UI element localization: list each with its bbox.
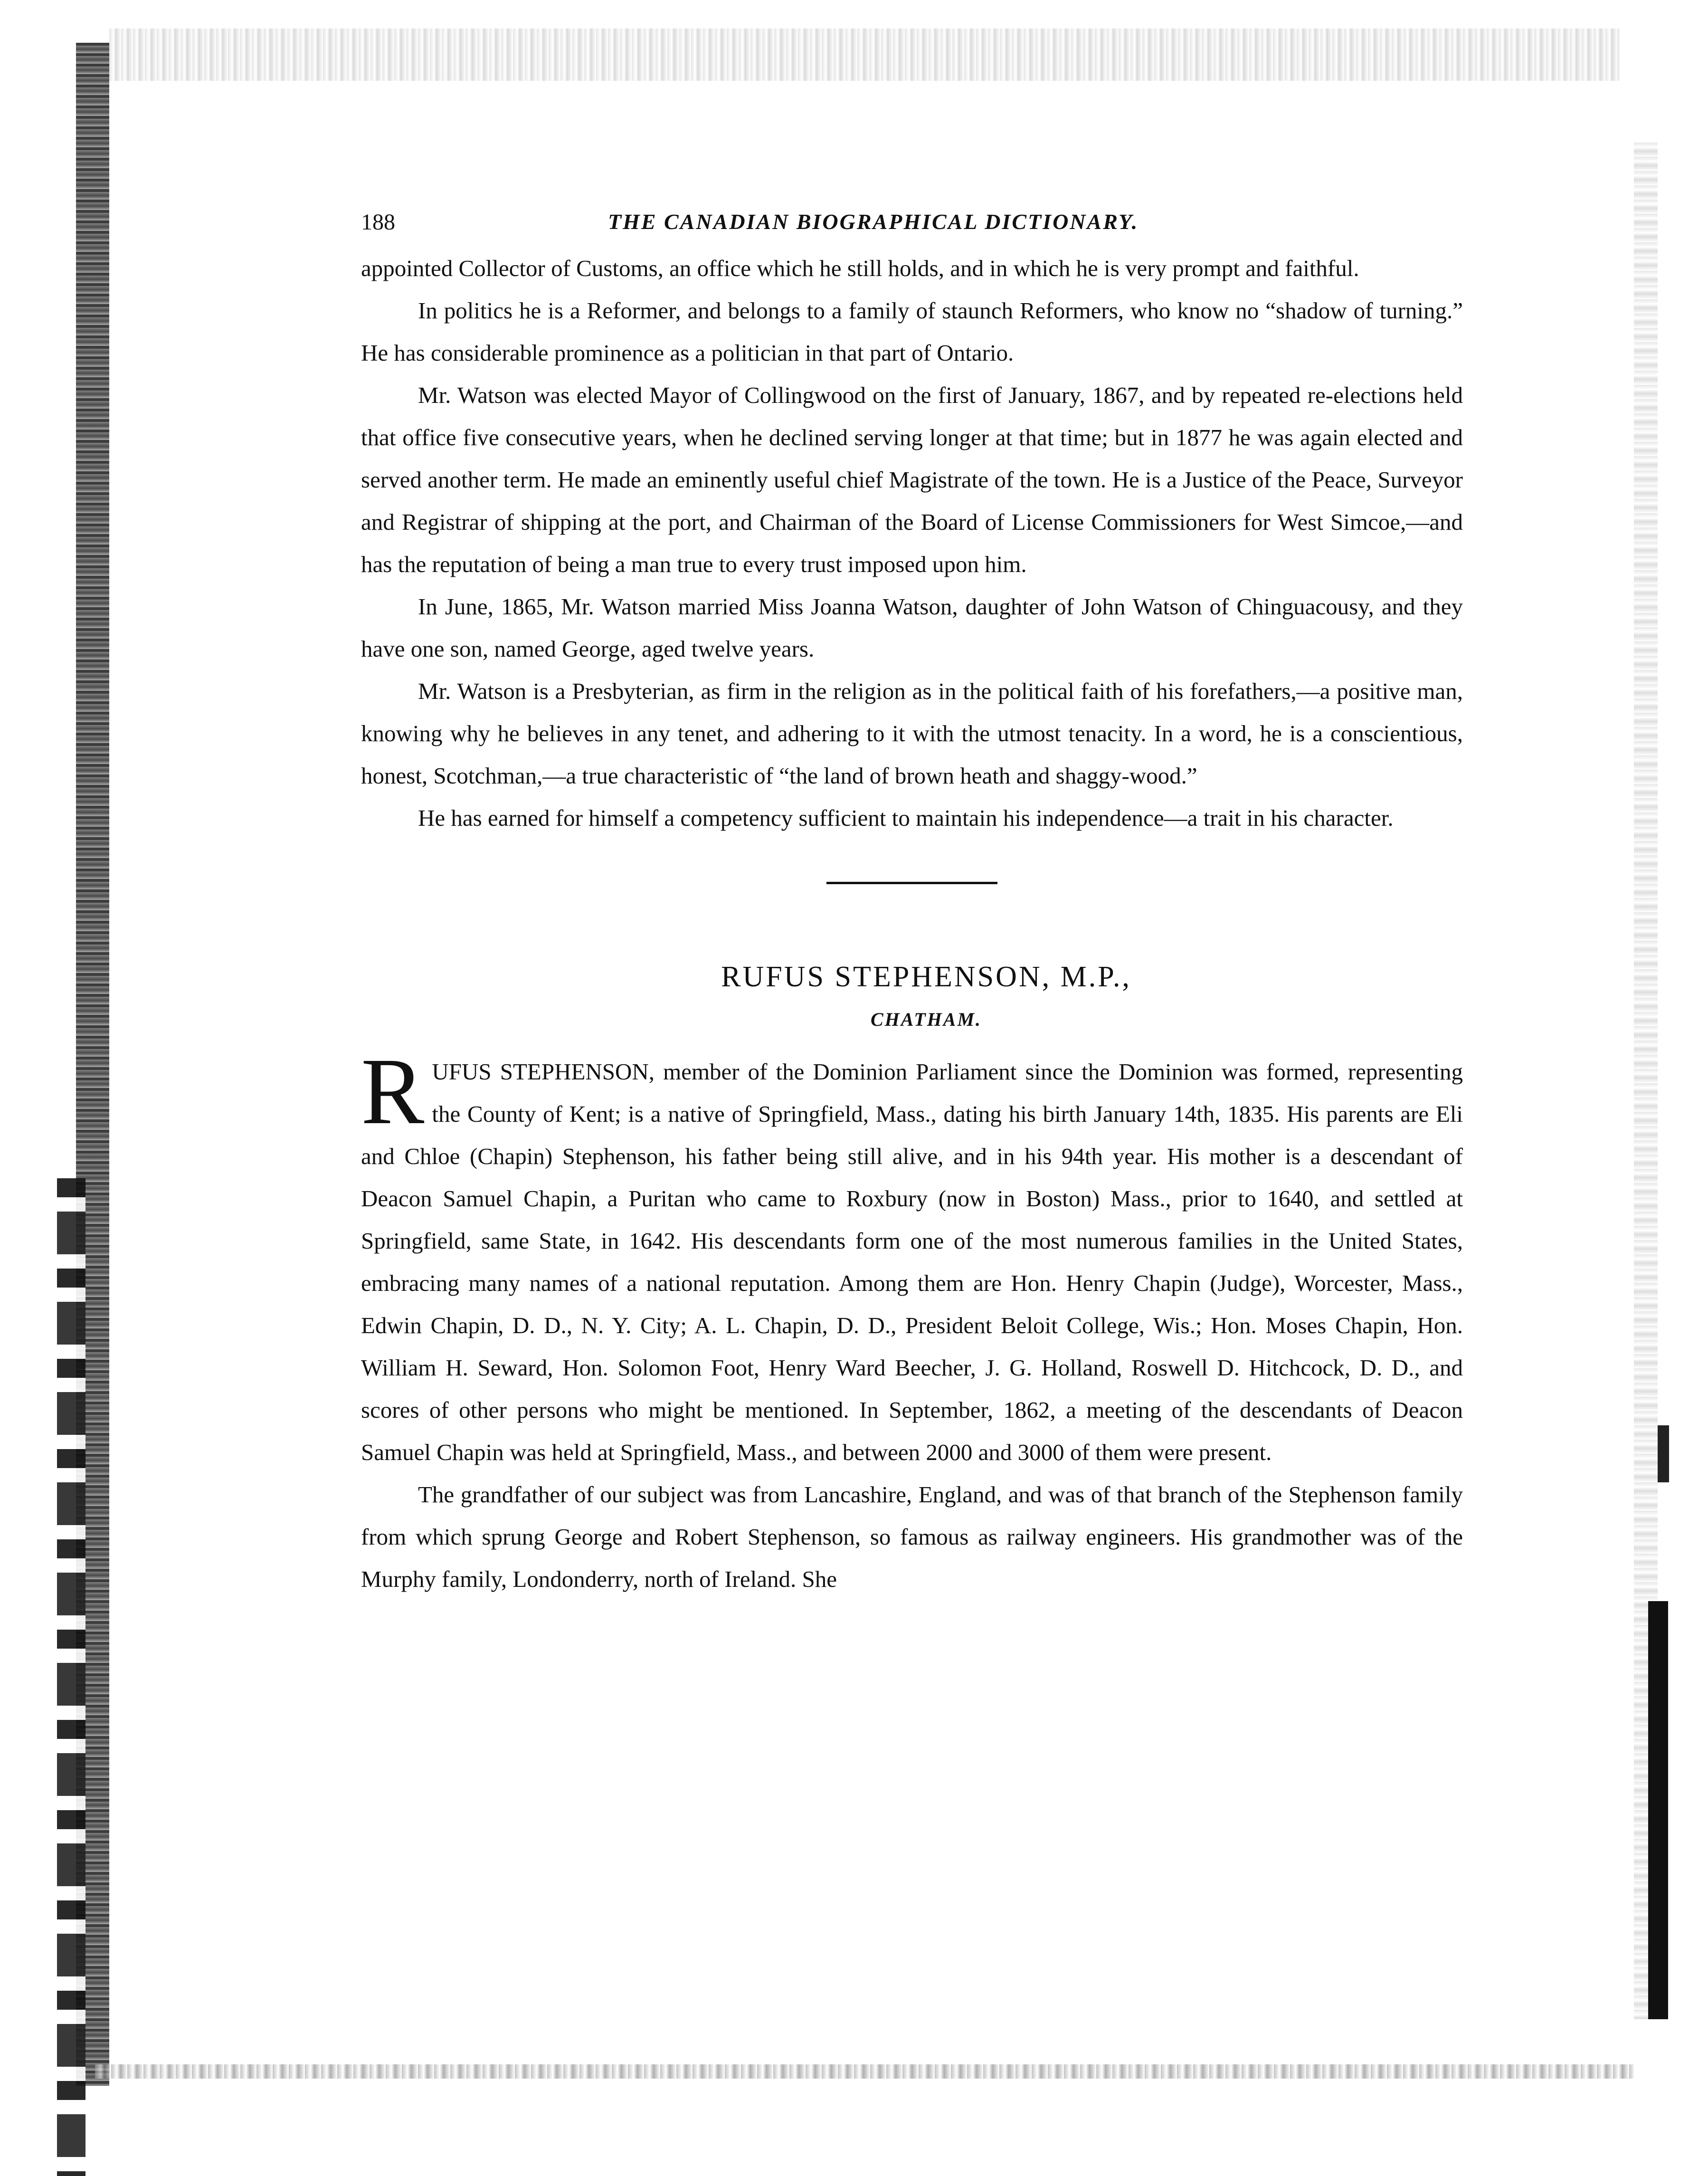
scan-edge-left-outer [57, 1178, 85, 2176]
running-title: THE CANADIAN BIOGRAPHICAL DICTIONARY. [608, 210, 1139, 234]
stephenson-paragraph-1-text: UFUS STEPHENSON, member of the Dominion Parliament since the Dominion was formed, representing the County of Kent; is a native of Springfield, Mass., dating his birth January 14th, 1835. His parents are Eli and Chloe (Chapin) Stephenson, his father being still alive, and in his 94th year. His mother is a descendant of Deacon Samuel Chapin, a Puritan who came to Roxbury (now in Boston) Mass., prior to 1640, and settled at Springfield, same State, in 1642. His descendants form one of the most numerous families in the United States, embracing many names of a national reputation. Among them are Hon. Henry Chapin (Judge), Worcester, Mass., Edwin Chapin, D. D., N. Y. City; A. L. Chapin, D. D., President Beloit College, Wis.; Hon. Moses Chapin, Hon. William H. Seward, Hon. Solomon Foot, Henry Ward Beecher, J. G. Holland, Roswell D. Hitchcock, D. D., and scores of other persons who might be mentioned. In September, 1862, a meeting of the descendants of Deacon Samuel Chapin was held at Springfield, Mass., and between 2000 and 3000 of them were present. [361, 1059, 1463, 1465]
running-head [361, 209, 1463, 247]
drop-cap: R [361, 1039, 425, 1144]
watson-paragraph-5: Mr. Watson is a Presbyterian, as firm in the religion as in the political faith of his forefathers,—a positive man, knowing why he believes in any tenet, and adhering to it with the utmost tenacity. In a word, he is a conscientious, honest, Scotchman,—a true characteristic of “the land of brown heath and shaggy-wood.” [361, 678, 1463, 789]
section-title: RUFUS STEPHENSON, M.P., [721, 961, 1131, 993]
watson-paragraph-6: He has earned for himself a competency sufficient to maintain his independence—a trait in his character. [418, 805, 1394, 831]
scan-mark-right [1658, 1425, 1669, 1482]
watson-paragraph-3: Mr. Watson was elected Mayor of Collingwood on the first of January, 1867, and by repeated re-elections held that office five consecutive years, when he declined serving longer at that time; but in 1877 he was again elected and served another term. He made an eminently useful chief Magistrate of the town. He is a Justice of the Peace, Surveyor and Registrar of shipping at the port, and Chairman of the Board of License Commissioners for West Simcoe,—and has the reputation of being a man true to every trust imposed upon him. [361, 382, 1463, 577]
watson-paragraph-2: In politics he is a Reformer, and belongs to a family of staunch Reformers, who know no “shadow of turning.” He has considerable prominence as a politician in that part of Ontario. [361, 297, 1463, 366]
page-number: 188 [361, 210, 395, 235]
section-subtitle: CHATHAM. [870, 1009, 982, 1030]
scan-edge-bottom [95, 2064, 1634, 2079]
watson-paragraph-1: appointed Collector of Customs, an office which he still holds, and in which he is very prompt and faithful. [361, 255, 1359, 281]
watson-paragraph-4: In June, 1865, Mr. Watson married Miss Joanna Watson, daughter of John Watson of Chinguacousy, and they have one son, named George, aged twelve years. [361, 593, 1463, 662]
scan-edge-top [109, 29, 1620, 81]
book-page [361, 209, 1463, 1600]
section-divider [826, 882, 997, 884]
stephenson-paragraph-2: The grandfather of our subject was from Lancashire, England, and was of that branch of the Stephenson family from which sprung George and Robert Stephenson, so famous as railway engineers. His grandmother was of the Murphy family, Londonderry, north of Ireland. She [361, 1481, 1463, 1592]
stephenson-paragraph-1 [361, 1039, 1463, 1473]
scan-bar-right [1648, 1601, 1668, 2019]
